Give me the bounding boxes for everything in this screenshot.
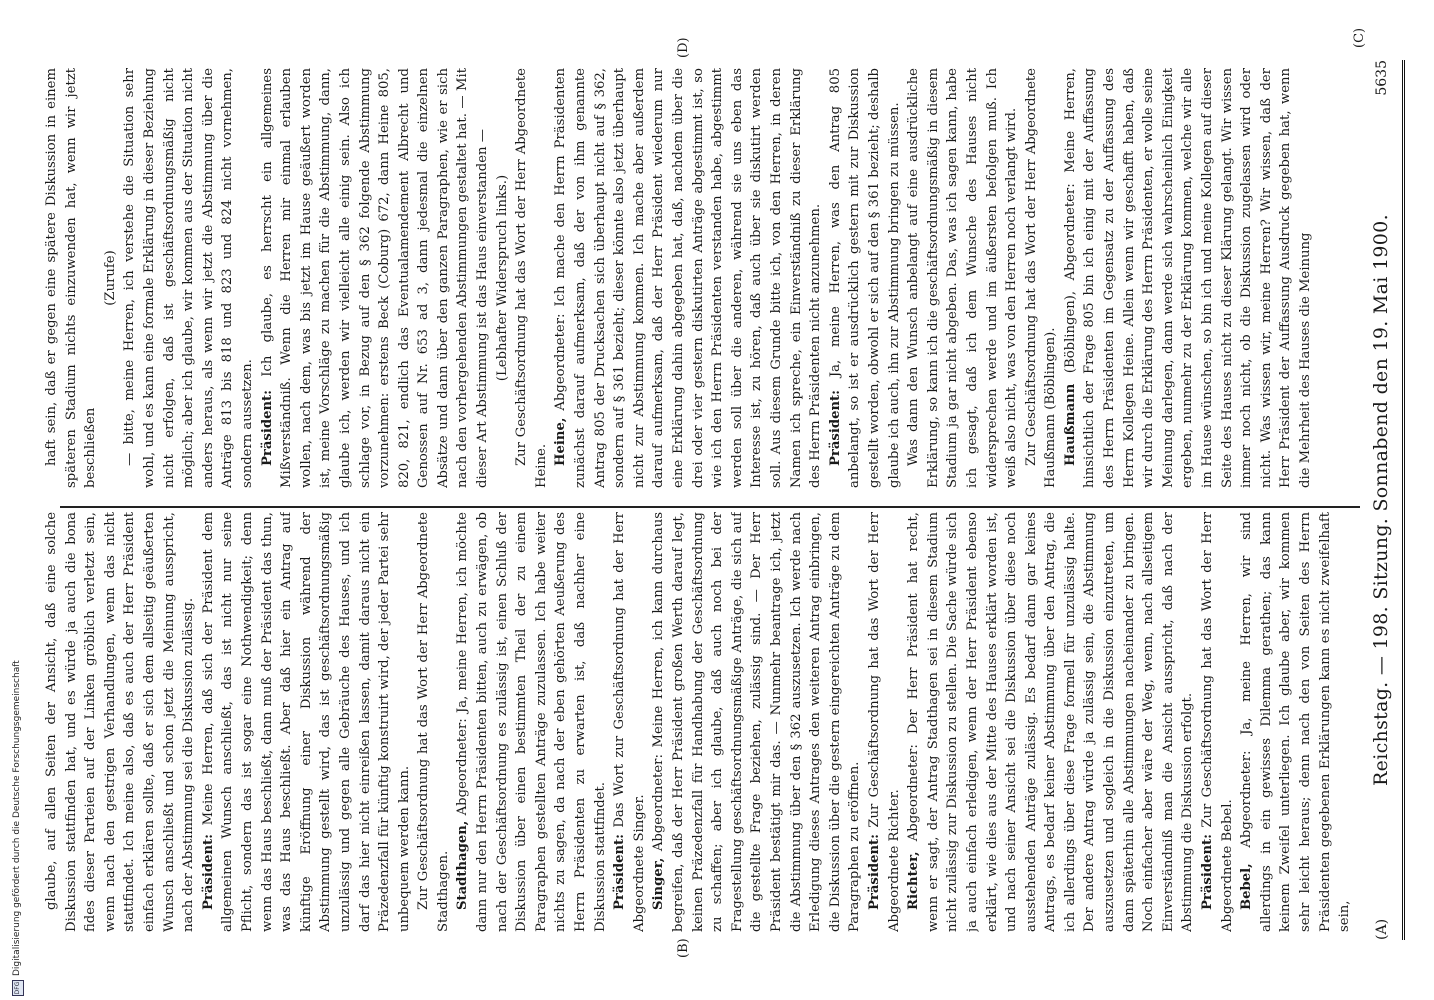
speaker-name: Haußmann: [1062, 383, 1078, 466]
dfg-logo: DFG: [12, 980, 24, 996]
paragraph-text: Abgeordneter: Meine Herren, ich kann durchaus begreifen, daß der Herr Präsident großen Werth darauf legt, keinen Präzedenzfall für Handhabung der Geschäftsordnung zu schaffen; aber ich glaube, daß auch noch bei der Fragestellung geschäftsordnungsmäßige Anträge, die sich auf die gestellte Frage beziehen, zulässig sind. — Der Herr Präsident bestätigt mir das. — Nunmehr beantrage ich, jetzt die Abstimmung über den § 362 auszusetzen. Ich werde nach Erledigung dieses Antrages den weiteren Antrag einbringen, die Diskussion über die gestern eingereichten Anträge zu dem Paragraphen zu eröffnen.: [651, 512, 863, 932]
paragraph-text: Zur Geschäftsordnung hat das Wort der Herr Abgeordnete Haußmann (Böblingen).: [1023, 68, 1059, 488]
speaker-name: Stadthagen,: [455, 820, 471, 910]
paragraph: [551, 68, 825, 488]
paragraph-text: Was dann den Wunsch anbelangt auf eine ausdrückliche Erklärung, so kann ich die geschäftsordnungsmäßig in diesem Stadium ja gar nicht abgeben. Das, was ich sagen kann, habe ich gesagt, daß ich dem Wunsche des Hauses nicht widersprechen werde und im äußersten befolgen muß. Ich weiß also nicht, was von den Herren noch verlangt wird.: [906, 68, 1020, 488]
speaker-name: Präsident:: [612, 833, 628, 910]
column-divider: [60, 506, 1360, 508]
right-column: [42, 68, 1362, 488]
paragraph: [1022, 68, 1061, 488]
paragraph-text: Das Wort zur Geschäftsordnung hat der Herr Abgeordnete Singer.: [612, 512, 647, 932]
paragraph-text: Abgeordneter: Der Herr Präsident hat recht, wenn er sagt, der Antrag Stadthagen sei in diesem Stadium nicht zulässig zur Diskussion zu stellen. Die Sache würde sich ja auch einfach erledigen, wenn der Herr Präsident ebenso erklärt, wie dies aus der Mitte des Hauses erklärt worden ist, und nach seiner Ansicht sei die Diskussion über diese noch ausstehenden Anträge zulässig. Es bedarf dann gar keines Antrags, es bedarf keiner Abstimmung über den Antrag, die ich allerdings über diese Frage formell für unzulässig halte. Der andere Antrag würde ja zulässig sein, die Abstimmung auszusetzen und sogleich in die Diskussion einzutreten, um dann späterhin alle Abstimmungen nacheinander zu bringen. Noch einfacher aber wäre der Weg, wenn, nach allseitigem Einverständniß man die Ansicht ausspricht, daß nach der Abstimmung die Diskussion erfolgt.: [906, 512, 1196, 932]
speaker-name: Singer,: [651, 857, 667, 910]
paragraph-text: Zur Geschäftsordnung hat das Wort der Herr Abgeordnete Bebel.: [1200, 512, 1235, 932]
paragraph: [258, 68, 493, 488]
paragraph: [649, 512, 865, 932]
paragraph: [42, 68, 101, 488]
paragraph-text: Abgeordneter: Ja, meine Herren, wir sind allerdings in ein gewisses Dilemma gerathen; das kann keinem Zweifel unterliegen. Ich glaube aber, wir kommen sehr leicht heraus; denn nach den von Seiten des Herrn Präsidenten gegebenen Erklärungen kann es nicht zweifelhaft sein,: [1239, 512, 1353, 932]
paragraph-text: Zur Geschäftsordnung hat das Wort der Herr Abgeordnete Heine.: [514, 68, 549, 488]
paragraph: [42, 512, 199, 932]
paragraph-text: Abgeordneter: Ich mache den Herrn Präsidenten zunächst darauf aufmerksam, daß der von ihm genannte Antrag 805 der Drucksachen sich überhaupt nicht auf § 362, sondern auf § 361 bezieht; dieser könnte also jetzt überhaupt nicht zur Abstimmung kommen. Ich mache aber außerdem darauf aufmerksam, daß der Herr Präsident wiederum nur eine Erklärung dahin abgegeben hat, daß, nachdem über die drei oder vier gestern diskutirten Anträge abgestimmt ist, so wie ich den Herrn Präsidenten verstanden habe, abgestimmt werden soll über die anderen, während sie uns eben das Interesse ist, zu hören, daß auch über sie diskutirt werden soll. Aus diesem Grunde bitte ich, von den Herren, in deren Namen ich spreche, ein Einverständniß zu dieser Erklärung des Herrn Präsidenten nicht anzunehmen.: [553, 68, 824, 488]
paragraph-text: (Lebhafter Widerspruch links.): [494, 174, 510, 382]
paragraph: [512, 68, 551, 488]
paragraph: [120, 68, 257, 488]
paragraph-text: (Böblingen), Abgeordneter: Meine Herren, hinsichtlich der Frage 805 bin ich einig mit der Auffassung des Herrn Präsidenten im Gegensatz zu der Auffassung des Herrn Kollegen Heine. Allein wenn wir geschafft haben, daß wir durch die Erklärung des Herrn Präsidenten, er wolle seine Meinung darlegen, dann werde sich wahrscheinlich Einigkeit ergeben, nunmehr zu der Erklärung kommen, welche wir alle im Hause wünschen, so bin ich und meine Kollegen auf dieser Seite des Hauses nicht zu dieser Klärung gelangt. Wir wissen immer noch nicht, ob die Diskussion zugelassen wird oder nicht. Was wissen wir, meine Herren? Wir wissen, daß der Herr Präsident der Auffassung Ausdruck gegeben hat, wenn die Mehrheit des Hauses die Meinung: [1062, 68, 1313, 488]
speaker-name: Bebel,: [1239, 863, 1255, 910]
paragraph: [453, 512, 610, 932]
header-rule: [1402, 60, 1405, 940]
speaker-name: Präsident:: [1200, 833, 1216, 910]
column-letter-a: (A): [1374, 918, 1390, 940]
paragraph: [904, 512, 1198, 932]
speaker-name: Heine,: [553, 417, 569, 466]
paragraph: [101, 68, 121, 488]
paragraph: [414, 512, 453, 932]
column-letter-b: (B): [676, 938, 691, 958]
page-header: [1368, 60, 1408, 940]
paragraph: [610, 512, 649, 932]
paragraph-text: — bitte, meine Herren, ich verstehe die Situation sehr wohl, und es kann eine formale Erklärung in dieser Beziehung nicht erfolgen, daß ist geschäftsordnungsmäßig nicht möglich; aber ich glaube, wir kommen aus der Situation nicht anders heraus, als wenn wir jetzt die Abstimmung über die Anträge 813 bis 818 und 823 und 824 nicht vornehmen, sondern aussetzen.: [122, 68, 255, 488]
paragraph: [493, 68, 513, 488]
paragraph-text: Zur Geschäftsordnung hat das Wort der Herr Abgeordnete Stadthagen.: [416, 512, 451, 932]
paragraph-text: Meine Herren, daß sich der Präsident dem allgemeinen Wunsch anschließt, das ist nicht nur seine Pflicht, sondern das ist sogar eine Nothwendigkeit; denn wenn das Haus beschließt, dann muß der Präsident das thun, was das Haus beschließt. Aber daß hier ein Antrag auf künftige Eröffnung einer Diskussion während der Abstimmung gestellt wird, das ist geschäftsordnungsmäßig unzulässig und gegen alle Gebräuche des Hauses, und ich darf das hier nicht einreißen lassen, damit daraus nicht ein Präzedenzfall für künftig konstruirt wird, der jeder Partei sehr unbequem werden kann.: [200, 512, 412, 932]
paragraph: [1061, 68, 1316, 488]
page-number: 5635: [1374, 60, 1390, 96]
left-column: [42, 512, 1362, 932]
footer-text: Digitalisierung gefördert durch die Deutsche Forschungsgemeinschaft: [12, 660, 22, 976]
paragraph-text: Zur Geschäftsordnung hat das Wort der Herr Abgeordnete Richter.: [866, 512, 902, 932]
paragraph: [1198, 512, 1237, 932]
paragraph: [865, 512, 904, 932]
paragraph: [904, 68, 1022, 488]
paragraph-text: haft sein, daß er gegen eine spätere Diskussion in einem späteren Stadium nichts einzuwenden hat, wenn wir jetzt beschließen: [44, 68, 99, 488]
running-title: Reichstag. — 198. Sitzung. Sonnabend den 19. Mai 1900.: [1370, 214, 1392, 786]
paragraph: [826, 68, 904, 488]
paragraph-text: (Zurufe): [102, 250, 118, 306]
speaker-name: Richter,: [906, 851, 922, 910]
paragraph-text: glaube, auf allen Seiten der Ansicht, daß eine solche Diskussion stattfinden hat, und es würde ja auch die bona fides dieser Parteien auf der Linken gröblich verletzt sein, wenn nach den gestrigen Verhandlungen, wenn das nicht stattfindet. Ich meine also, daß es auch der Herr Präsident einfach erklären sollte, daß er sich dem allseitig geäußerten Wunsch anschließt und schon jetzt die Meinung ausspricht, nach der Abstimmung sei die Diskussion zulässig.: [44, 512, 197, 932]
paragraph: [199, 512, 415, 932]
paragraph: [1237, 512, 1355, 932]
speaker-name: Präsident:: [200, 833, 216, 910]
speaker-name: Präsident:: [866, 833, 882, 910]
column-letter-d: (D): [676, 37, 691, 58]
speaker-name: Präsident:: [827, 389, 843, 466]
paragraph-text: Ich glaube, es herrscht ein allgemeines Mißverständniß. Wenn die Herren mir einmal erlauben wollen, nach dem, was bis jetzt im Hause geäußert worden ist, meine Vorschläge zu machen für die Abstimmung, dann, glaube ich, werden wir vielleicht alle einig sein. Also ich schlage vor, in Bezug auf den § 362 folgende Abstimmung vorzunehmen: erstens Beck (Coburg) 672, dann Heine 805, 820, 821, endlich das Eventualamendement Albrecht und Genossen auf Nr. 653 ad 3, dann jedesmal die einzelnen Absätze und dann über den ganzen Paragraphen, wie er sich nach den vorhergehenden Abstimmungen gestaltet hat. — Mit dieser Art Abstimmung ist das Haus einverstanden —: [259, 68, 491, 488]
column-letter-c: (C): [1352, 27, 1367, 48]
speaker-name: Präsident:: [259, 389, 275, 466]
paragraph-text: Abgeordneter: Ja, meine Herren, ich möchte dann nur den Herrn Präsidenten bitten, auch zu erwägen, ob nach der Geschäftsordnung es zulässig ist, einen Schluß der Diskussion über einen bestimmten Theil der zu einem Paragraphen gestellten Anträge zuzulassen. Ich habe weiter nichts zu sagen, da nach der eben gehörten Aeußerung des Herrn Präsidenten zu erwarten ist, daß nachher eine Diskussion stattfindet.: [455, 512, 608, 932]
paragraph-text: Ja, meine Herren, was den Antrag 805 anbelangt, so ist er ausdrücklich gestern mit zur Diskussion gestellt worden, obwohl er sich auf den § 361 bezieht; deshalb glaube ich auch, ihn zur Abstimmung bringen zu müssen.: [827, 68, 902, 488]
